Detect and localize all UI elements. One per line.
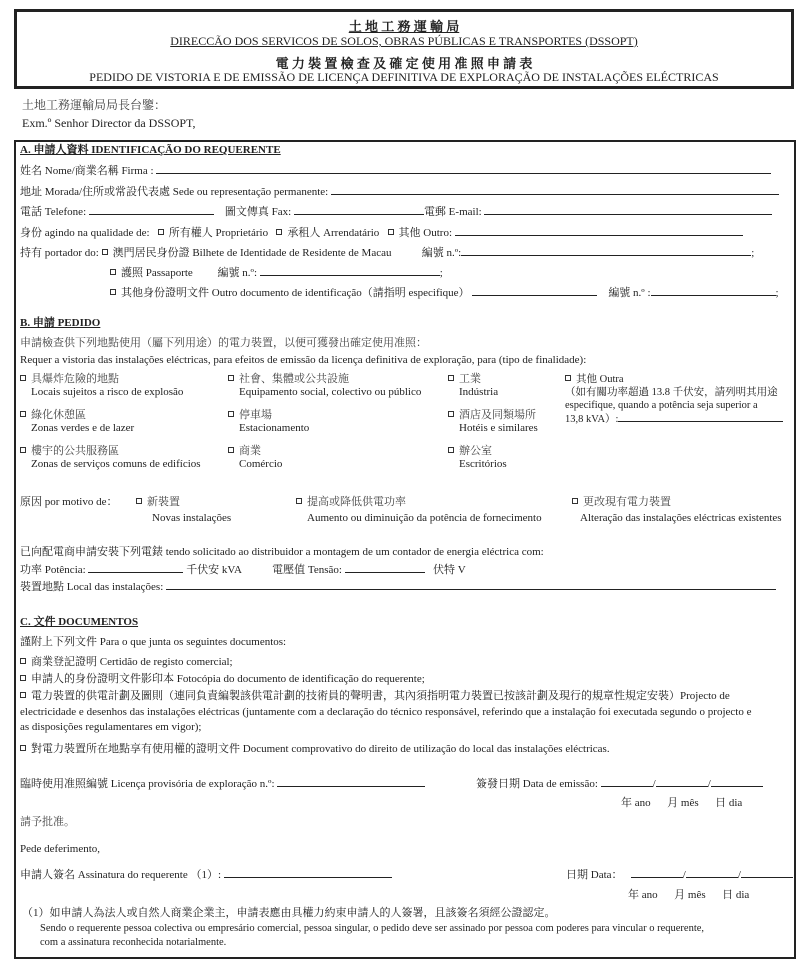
bir-row (20, 246, 754, 260)
purpose-label-pt: Zonas de serviços comuns de edifícios (31, 458, 201, 470)
purpose-checkbox[interactable] (228, 375, 234, 381)
salutation-zh: 土地工務運輸局局長台鑒： (22, 98, 167, 112)
location-row (20, 580, 776, 594)
meter-text: 已向配電商申請安裝下列電錶 tendo solicitado ao distribuidor a montagem de um contador de energia eléctrica com: (20, 546, 544, 558)
slash: / (682, 869, 686, 881)
section-b-title: B. 申請 PEDIDO (20, 317, 101, 329)
purpose-label-pt: Equipamento social, colectivo ou público (239, 386, 422, 398)
purpose-label-pt: Estacionamento (239, 422, 310, 434)
passport-row (110, 266, 443, 280)
purpose-hotels (448, 409, 538, 435)
section-c-title: C. 文件 DOCUMENTOS (20, 616, 139, 628)
purpose-checkbox[interactable] (20, 375, 26, 381)
power-field[interactable] (88, 563, 183, 573)
day-label: 日 dia (722, 889, 750, 901)
other-doc-number-label: 編號 n.º : (608, 287, 651, 299)
issue-date-units (621, 797, 742, 810)
purpose-label-zh: 綠化休憩區 (31, 409, 86, 421)
purpose-label-pt: Zonas verdes e de lazer (31, 422, 135, 434)
address-label: 地址 Morada/住所或常設代表處 Sede ou representação permanente: (20, 186, 329, 198)
other-capacity-label: 其他 Outro: (398, 227, 453, 239)
bir-number-label: 編號 n.º: (421, 247, 462, 259)
purpose-label-zh: 社會、集體或公共設施 (239, 373, 349, 385)
motive-label-pt: Alteração das instalações eléctricas existentes (580, 512, 782, 524)
agency-name-zh: 土 地 工 務 運 輸 局 (348, 19, 460, 34)
salutation-pt: Exm.º Senhor Director da DSSOPT, (22, 116, 196, 130)
passport-number-field[interactable] (260, 266, 440, 276)
tenant-label: 承租人 Arrendatário (287, 227, 380, 239)
issue-month-field[interactable] (656, 777, 708, 787)
slash: / (707, 778, 711, 790)
month-label: 月 mês (667, 797, 699, 809)
purpose-checkbox[interactable] (20, 411, 26, 417)
passport-number-label: 編號 n.º: (217, 267, 258, 279)
power-unit: 千伏安 kVA (186, 564, 242, 576)
form-body (14, 140, 796, 959)
capacity-row (20, 226, 743, 240)
purpose-label-zh: 樓宇的公共服務區 (31, 445, 119, 457)
motive-label-pt: Novas instalações (152, 512, 232, 524)
purpose-commerce (228, 445, 282, 471)
motive-checkbox[interactable] (296, 498, 302, 504)
purpose-label-pt: Escritórios (459, 458, 507, 470)
doc-project (20, 690, 751, 734)
other-doc-field[interactable] (472, 286, 597, 296)
slash: / (737, 869, 741, 881)
purpose-other-field[interactable] (618, 412, 783, 422)
other-doc-number-field[interactable] (651, 286, 776, 296)
owner-checkbox[interactable] (158, 229, 164, 235)
purpose-label-zh: 停車場 (239, 409, 272, 421)
day-label: 日 dia (715, 797, 743, 809)
doc-label: 商業登記證明 Certidão de registo comercial; (31, 656, 233, 668)
email-label: 電郵 E-mail: (423, 206, 482, 218)
purpose-checkbox[interactable] (448, 375, 454, 381)
address-row (20, 185, 779, 199)
motive-new (136, 496, 231, 528)
voltage-label: 電壓值 Tensão: (272, 564, 342, 576)
doc-checkbox[interactable] (20, 658, 26, 664)
year-label: 年 ano (628, 889, 658, 901)
location-field[interactable] (166, 580, 776, 590)
doc-usage-right (20, 743, 610, 756)
month-label: 月 mês (674, 889, 706, 901)
signature-row (20, 868, 392, 882)
owner-label: 所有權人 Proprietário (168, 227, 269, 239)
agency-name-pt: DIRECCÃO DOS SERVICOS DE SOLOS, OBRAS PÚBLICAS E TRANSPORTES (DSSOPT) (170, 34, 638, 48)
fax-field[interactable] (294, 205, 424, 215)
purpose-checkbox[interactable] (448, 411, 454, 417)
doc-id-copy (20, 673, 425, 686)
doc-label: as disposições regulamentares em vigor); (20, 721, 202, 733)
request-approval-zh: 請予批准。 (20, 816, 75, 828)
purpose-other-note: （如有關功率超過 13.8 千伏安，請列明其用途 (565, 387, 778, 398)
other-capacity-field[interactable] (455, 226, 743, 236)
purpose-other-note: 13,8 kVA）: (565, 414, 619, 425)
other-doc-checkbox[interactable] (110, 289, 116, 295)
doc-checkbox[interactable] (20, 692, 26, 698)
fax-label: 圖文傳真 Fax: (224, 206, 292, 218)
holder-label: 持有 portador do: (20, 247, 99, 259)
semicolon: ; (751, 247, 755, 259)
license-field[interactable] (277, 777, 425, 787)
motive-label-zh: 新裝置 (147, 496, 180, 508)
passport-checkbox[interactable] (110, 269, 116, 275)
form-title-zh: 電 力 裝 置 檢 查 及 確 定 使 用 准 照 申 請 表 (275, 56, 533, 71)
purpose-label-pt: Indústria (459, 386, 499, 398)
doc-checkbox[interactable] (20, 745, 26, 751)
purpose-label-zh: 具爆炸危險的地點 (31, 373, 119, 385)
bir-checkbox[interactable] (102, 249, 108, 255)
purpose-checkbox[interactable] (448, 447, 454, 453)
motive-checkbox[interactable] (136, 498, 142, 504)
signature-field[interactable] (224, 868, 392, 878)
other-doc-label: 其他身份證明文件 Outro documento de identificação（請指明 especifique） (121, 287, 470, 299)
other-doc-row (110, 286, 779, 300)
bir-number-field[interactable] (461, 246, 751, 256)
issue-date-label: 簽發日期 Data de emissão: (476, 778, 598, 790)
motive-label: 原因 por motivo de： (20, 496, 118, 508)
license-row (20, 777, 425, 791)
issue-year-field[interactable] (601, 777, 653, 787)
motive-label-pt: Aumento ou diminuição da potência de fornecimento (307, 512, 542, 524)
footnote-pt-1: Sendo o requerente pessoa colectiva ou empresário comercial, pessoa singular, o pedido deve ser assinado por pessoa com poderes para vincular o requerente, (40, 923, 705, 934)
purpose-industry (448, 373, 498, 399)
email-field[interactable] (484, 205, 772, 215)
motive-checkbox[interactable] (572, 498, 578, 504)
voltage-unit: 伏特 V (432, 564, 466, 576)
capacity-label: 身份 agindo na qualidade de: (20, 227, 150, 239)
contact-row (20, 205, 772, 219)
purpose-explosion (20, 373, 183, 399)
purpose-checkbox[interactable] (20, 447, 26, 453)
doc-label: 申請人的身份證明文件影印本 Fotocópia do documento de identificação do requerente; (31, 673, 425, 685)
purpose-label-zh: 商業 (239, 445, 261, 457)
power-voltage-row (20, 563, 466, 577)
date-year-field[interactable] (631, 868, 683, 878)
signature-label: 申請人簽名 Assinatura do requerente （1）: (20, 869, 222, 881)
issue-day-field[interactable] (711, 777, 763, 787)
purpose-social (228, 373, 421, 399)
doc-label: electricidade e desenhos das instalações eléctricas (juntamente com a declaração do técnico responsável, referindo que a instalação foi executada segundo o projecto e (20, 706, 752, 718)
form-header (14, 9, 794, 89)
bir-label: 澳門居民身份證 Bilhete de Identidade de Residente de Macau (112, 247, 392, 259)
purpose-other-label: 其他 Outra (576, 374, 624, 385)
year-label: 年 ano (621, 797, 651, 809)
doc-checkbox[interactable] (20, 675, 26, 681)
address-field[interactable] (331, 185, 779, 195)
name-row (20, 164, 771, 178)
request-intro-pt: Requer a vistoria das instalações eléctricas, para efeitos de emissão da licença definitiva de exploração, para (tipo de finalidade): (20, 354, 587, 366)
voltage-field[interactable] (345, 563, 425, 573)
purpose-label-zh: 酒店及同類場所 (459, 409, 536, 421)
purpose-other (565, 373, 783, 426)
tenant-checkbox[interactable] (276, 229, 282, 235)
name-label: 姓名 Nome/商業名稱 Firma : (20, 165, 154, 177)
footnote-pt-2: com a assinatura reconhecida notarialmente. (40, 937, 227, 948)
documents-intro: 謹附上下列文件 Para o que junta os seguintes documentos: (20, 636, 287, 648)
date-units (628, 889, 749, 902)
name-field[interactable] (156, 164, 771, 174)
purpose-checkbox[interactable] (228, 447, 234, 453)
form-title-pt: PEDIDO DE VISTORIA E DE EMISSÃO DE LICENÇA DEFINITIVA DE EXPLORAÇÃO DE INSTALAÇÕES ELÉCTRICAS (89, 70, 719, 84)
doc-commercial-registry (20, 656, 233, 669)
motive-power-change (296, 496, 542, 528)
semicolon: ; (439, 267, 443, 279)
date-row (566, 868, 793, 882)
license-label: 臨時使用准照編號 Licença provisória de exploração n.º: (20, 778, 275, 790)
passport-label: 護照 Passaporte (121, 267, 193, 279)
phone-label: 電話 Telefone: (20, 206, 87, 218)
motive-alteration (572, 496, 782, 528)
doc-label: 對電力裝置所在地點享有使用權的證明文件 Document comprovativo do direito de utilização do local das instalações eléctricas. (31, 743, 610, 755)
footnote-zh: （1）如申請人為法人或自然人商業企業主，申請表應由具權力約束申請人的人簽署，且該簽名須經公證認定。 (22, 907, 556, 919)
request-intro-zh: 申請檢查供下列地點使用（屬下列用途）的電力裝置，以便可獲發出確定使用准照： (20, 337, 427, 349)
semicolon: ; (775, 287, 779, 299)
date-label: 日期 Data： (566, 869, 623, 881)
issue-date-row (476, 777, 763, 791)
doc-label: 電力裝置的供電計劃及圖則（連同負責編製該供電計劃的技術員的聲明書，其內須指明電力裝置已按該計劃及現行的規章性規定安裝）Projecto de (31, 690, 730, 702)
purpose-parking (228, 409, 309, 435)
motive-label-zh: 提高或降低供電功率 (307, 496, 406, 508)
purpose-label-zh: 辦公室 (459, 445, 492, 457)
section-a-title: A. 申請人資料 IDENTIFICAÇÃO DO REQUERENTE (20, 144, 281, 156)
purpose-checkbox[interactable] (228, 411, 234, 417)
purpose-other-checkbox[interactable] (565, 375, 571, 381)
purpose-label-zh: 工業 (459, 373, 481, 385)
purpose-other-note: especifique, quando a potência seja superior a (565, 400, 758, 411)
purpose-label-pt: Locais sujeitos a risco de explosão (31, 386, 184, 398)
purpose-green (20, 409, 134, 435)
date-month-field[interactable] (686, 868, 738, 878)
purpose-label-pt: Comércio (239, 458, 283, 470)
power-label: 功率 Potência: (20, 564, 86, 576)
purpose-label-pt: Hotéis e similares (459, 422, 538, 434)
purpose-offices (448, 445, 507, 471)
location-label: 裝置地點 Local das instalações: (20, 581, 164, 593)
date-day-field[interactable] (741, 868, 793, 878)
motive-label-zh: 更改現有電力裝置 (583, 496, 671, 508)
request-approval-pt: Pede deferimento, (20, 843, 101, 855)
purpose-common-areas (20, 445, 201, 471)
other-capacity-checkbox[interactable] (388, 229, 394, 235)
slash: / (652, 778, 656, 790)
phone-field[interactable] (89, 205, 214, 215)
